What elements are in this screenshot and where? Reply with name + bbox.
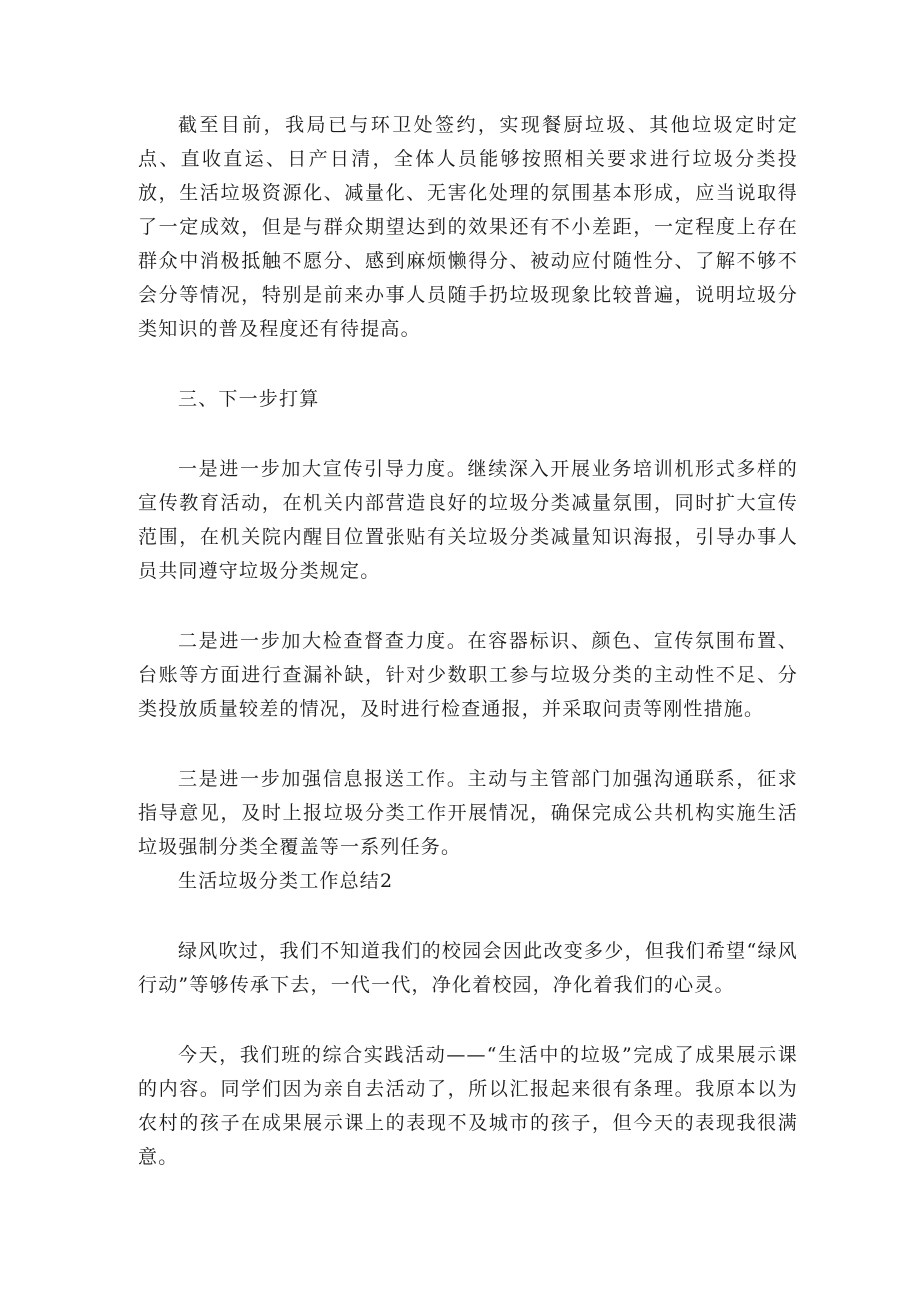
spacer xyxy=(138,588,798,624)
spacer xyxy=(138,898,798,934)
spacer xyxy=(138,416,798,452)
document-title-2: 生活垃圾分类工作总结2 xyxy=(178,870,394,892)
paragraph-plan-publicity: 一是进一步加大宣传引导力度。继续深入开展业务培训机形式多样的宣传教育活动，在机关内部营造良好的垃圾分类减量氛围，同时扩大宣传范围，在机关院内醒目位置张贴有关垃圾分类减量知识海报，引导办事人员共同遵守垃圾分类规定。 xyxy=(138,458,798,582)
spacer xyxy=(138,726,798,762)
spacer xyxy=(138,1002,798,1038)
document-page xyxy=(138,108,798,1174)
paragraph-class-activity: 今天，我们班的综合实践活动——“生活中的垃圾”完成了成果展示课的内容。同学们因为亲自去活动了，所以汇报起来很有条理。我原本以为农村的孩子在成果展示课上的表现不及城市的孩子，但今天的表现我很满意。 xyxy=(138,1044,798,1168)
paragraph-plan-reporting: 三是进一步加强信息报送工作。主动与主管部门加强沟通联系，征求指导意见，及时上报垃圾分类工作开展情况，确保完成公共机构实施生活垃圾强制分类全覆盖等一系列任务。 xyxy=(138,768,798,858)
paragraph-plan-inspection: 二是进一步加大检查督查力度。在容器标识、颜色、宣传氛围布置、台账等方面进行查漏补缺，针对少数职工参与垃圾分类的主动性不足、分类投放质量较差的情况，及时进行检查通报，并采取问责等刚性措施。 xyxy=(138,630,798,720)
paragraph-progress-status: 截至目前，我局已与环卫处签约，实现餐厨垃圾、其他垃圾定时定点、直收直运、日产日清，全体人员能够按照相关要求进行垃圾分类投放，生活垃圾资源化、减量化、无害化处理的氛围基本形成，应当说取得了一定成效，但是与群众期望达到的效果还有不小差距，一定程度上存在群众中消极抵触不愿分、感到麻烦懒得分、被动应付随性分、了解不够不会分等情况，特别是前来办事人员随手扔垃圾现象比较普遍，说明垃圾分类知识的普及程度还有待提高。 xyxy=(138,114,798,340)
spacer xyxy=(138,346,798,382)
paragraph-green-wind: 绿风吹过，我们不知道我们的校园会因此改变多少，但我们希望“绿风行动”等够传承下去，一代一代，净化着校园，净化着我们的心灵。 xyxy=(138,940,798,996)
section-heading-next-steps: 三、下一步打算 xyxy=(178,388,320,410)
